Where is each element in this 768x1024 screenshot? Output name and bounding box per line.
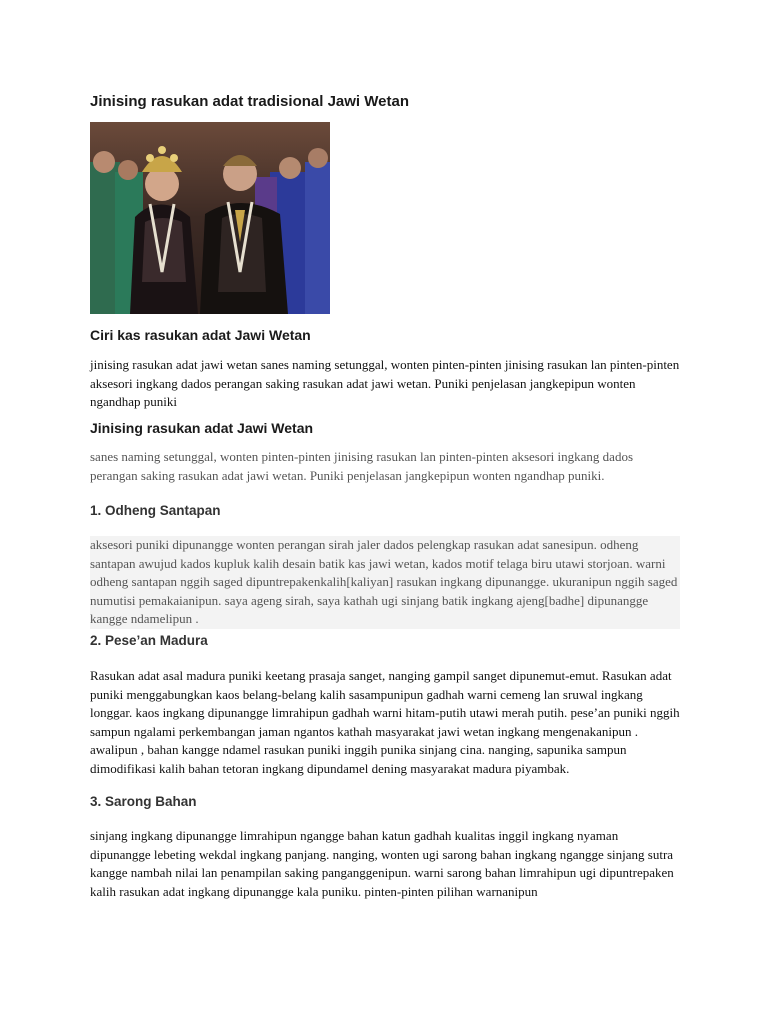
page-title: Jinising rasukan adat tradisional Jawi Wetan — [90, 93, 409, 110]
item-body-sarong-bahan: sinjang ingkang dipunangge limrahipun ngangge bahan katun gadhah kualitas inggil ingkang nyaman dipunangge lebeting wekdal ingkang panjang. nanging, wonten ugi sarong bahan ingkang ngangge sinjang sutra kangge nambah nilai lan penampilan saking panganggenipun. warni sarong bahan limrahipun ugi dipuntrepaken kalih rasukan adat ingkang dipunangge kala puniku. pinten-pinten pilihan warnanipun — [90, 828, 674, 899]
photo-image — [90, 122, 330, 314]
item-body-pesean-madura: Rasukan adat asal madura puniki keetang prasaja sanget, nanging gampil sanget dipunemut-emut. Rasukan adat puniki menggabungkan kaos belang-belang kalih sasampunipun gadhah warni cemeng lan sruwal ingkang longgar. kaos ingkang dipunangge limrahipun gadhah warni hitam-putih utawi merah putih. pese’an puniki nggih sampun ngalami perkembangan jaman ngantos kathah masyarakat jawi wetan ingkang mengenakanipun . awalipun , bahan kangge ndamel rasukan puniki inggih punika sinjang cina. nanging, sapunika sampun dimodifikasi kalih bahan tetoran ingkang dipundamel dening masyarakat madura piyambak. — [90, 668, 680, 776]
item-heading-sarong-bahan: 3. Sarong Bahan — [90, 794, 197, 809]
section-heading-ciri-kas: Ciri kas rasukan adat Jawi Wetan — [90, 327, 311, 343]
photo-javanese-couple — [90, 122, 330, 314]
section-body-jinising: sanes naming setunggal, wonten pinten-pinten jinising rasukan lan pinten-pinten aksesori ingkang dados perangan saking rasukan adat jawi wetan. Puniki penjelasan jangkepipun wonten ngandhap puniki. — [90, 449, 634, 483]
item-body-odheng-santapan: aksesori puniki dipunangge wonten perangan sirah jaler dados pelengkap rasukan adat sanesipun. odheng santapan awujud kados kupluk kalih desain batik kas jawi wetan, kados motif telaga biru utawi storjoan. warni odheng santapan nggih saged dipuntrepakenkalih[kaliyan] rasukan ingkang dipunangge. ukuranipun nggih saged numutisi pemakaianipun. saya ageng sirah, saya kathah ugi sinjang batik ingkang ajeng[badhe] dipunangge kangge ndamelipun . — [90, 536, 680, 629]
item-heading-pesean-madura: 2. Pese’an Madura — [90, 633, 208, 648]
item-heading-odheng-santapan: 1. Odheng Santapan — [90, 503, 221, 518]
section-heading-jinising: Jinising rasukan adat Jawi Wetan — [90, 420, 314, 436]
section-body-ciri-kas: jinising rasukan adat jawi wetan sanes naming setunggal, wonten pinten-pinten jinising rasukan lan pinten-pinten aksesori ingkang dados perangan saking rasukan adat jawi wetan. Puniki penjelasan jangkepipun wonten ngandhap puniki — [90, 357, 680, 409]
